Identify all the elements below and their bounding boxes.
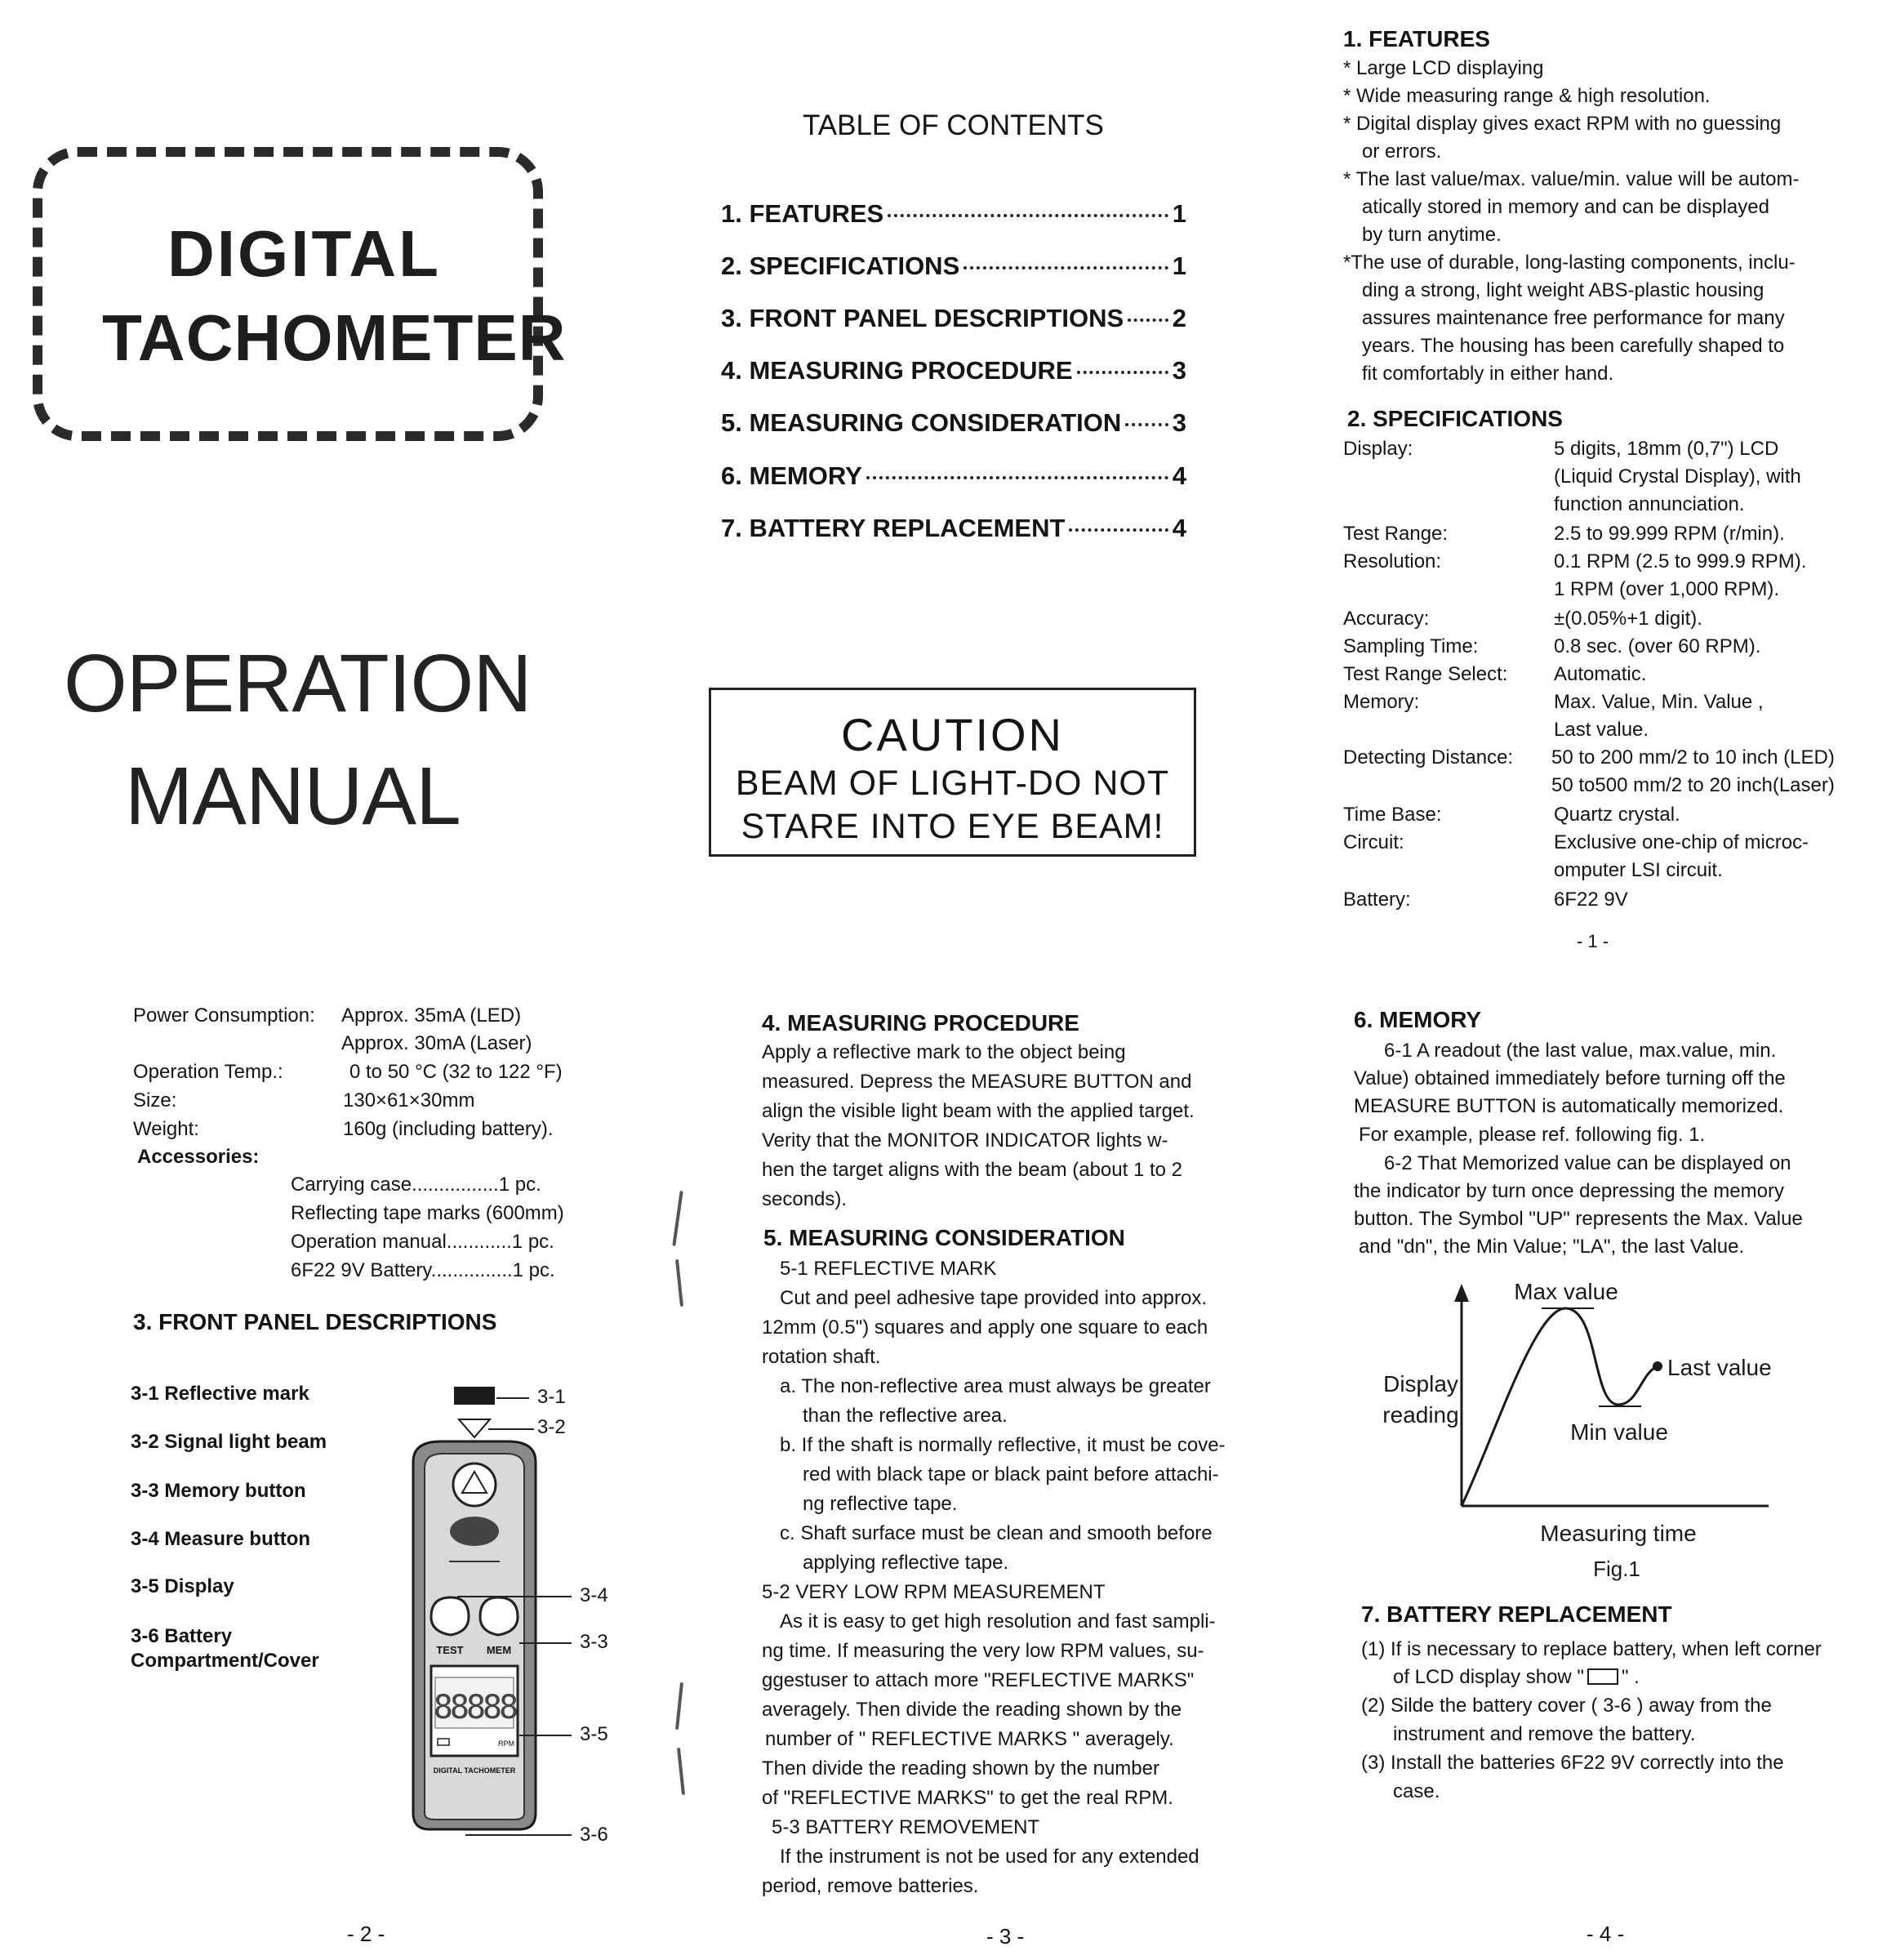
spec-label: Circuit: <box>1343 831 1404 853</box>
spec-label: Power Consumption: <box>133 1004 315 1027</box>
device-brand: DIGITAL TACHOMETER <box>433 1766 516 1775</box>
accessories-heading: Accessories: <box>137 1146 260 1168</box>
cover-subtitle-line2: MANUAL <box>125 751 461 842</box>
spec-value: 1 RPM (over 1,000 RPM). <box>1554 578 1780 600</box>
staple-mark <box>675 1259 683 1307</box>
paragraph-fragment: " . <box>1621 1666 1640 1688</box>
features-heading: 1. FEATURES <box>1343 26 1490 51</box>
mem-button <box>480 1597 518 1635</box>
spec-value: 5 digits, 18mm (0,7") LCD <box>1554 438 1779 460</box>
y-axis-arrow-icon <box>1454 1284 1469 1302</box>
indicator-lens <box>450 1517 499 1546</box>
spec-value: ±(0.05%+1 digit). <box>1554 608 1702 630</box>
spec-label: Resolution: <box>1343 550 1442 572</box>
paragraph-line: MEASURE BUTTON is automatically memorized. <box>1354 1095 1784 1117</box>
toc-item-label: 2. SPECIFICATIONS <box>721 252 960 280</box>
paragraph-line <box>1393 1666 1640 1689</box>
callout-line <box>457 1596 572 1597</box>
accessory-item: Operation manual............1 pc. <box>291 1231 554 1253</box>
last-value-dot <box>1653 1361 1662 1371</box>
features-line: atically stored in memory and can be displayed <box>1362 196 1769 218</box>
title-frame <box>33 147 543 441</box>
callout-3-4: 3-4 <box>580 1584 608 1606</box>
spec-value: Approx. 35mA (LED) <box>341 1004 522 1027</box>
callout-line <box>465 1834 572 1836</box>
features-line: * Digital display gives exact RPM with no guessing <box>1343 113 1782 135</box>
spec-value: 130×61×30mm <box>343 1089 475 1111</box>
toc-item-label: 4. MEASURING PROCEDURE <box>721 356 1073 385</box>
spec-value: 160g (including battery). <box>343 1118 554 1140</box>
toc-leader <box>963 266 1168 270</box>
toc-leader <box>1077 371 1168 374</box>
device-face <box>425 1454 524 1820</box>
page-number: - 1 - <box>1577 931 1609 951</box>
paragraph-line: (3) Install the batteries 6F22 9V correctly into the <box>1361 1752 1784 1774</box>
paragraph-line: instrument and remove the battery. <box>1393 1723 1696 1745</box>
paragraph-line: 5-1 REFLECTIVE MARK <box>780 1258 997 1280</box>
page-number: - 4 - <box>1587 1922 1625 1946</box>
spec-label: Sampling Time: <box>1343 635 1479 657</box>
toc-leader <box>866 476 1168 479</box>
last-value-label: Last value <box>1667 1355 1772 1380</box>
paragraph-line: period, remove batteries. <box>762 1875 979 1897</box>
paragraph-line: ggestuser to attach more "REFLECTIVE MARKS" <box>762 1669 1195 1691</box>
paragraph-line: b. If the shaft is normally reflective, it must be cove- <box>780 1434 1226 1456</box>
test-button-label: TEST <box>436 1644 464 1656</box>
panel-label: 3-5 Display <box>131 1575 234 1597</box>
paragraph-line: If the instrument is not be used for any extended <box>780 1846 1199 1868</box>
accessory-item: Reflecting tape marks (600mm) <box>291 1202 564 1224</box>
toc-heading: TABLE OF CONTENTS <box>803 109 1104 141</box>
page-number: - 2 - <box>347 1922 385 1946</box>
features-line: * Wide measuring range & high resolution. <box>1343 85 1711 107</box>
features-line: * The last value/max. value/min. value will be autom- <box>1343 168 1800 190</box>
features-line: or errors. <box>1362 140 1442 163</box>
spec-value: Automatic. <box>1554 663 1647 685</box>
toc-item-page: 2 <box>1172 304 1186 332</box>
sensor-window <box>453 1463 496 1506</box>
features-line: fit comfortably in either hand. <box>1362 363 1614 385</box>
paragraph-line: 6-2 That Memorized value can be displayed on <box>1384 1152 1791 1174</box>
paragraph-line: c. Shaft surface must be clean and smooth before <box>780 1522 1213 1544</box>
cover-subtitle-line1: OPERATION <box>64 638 532 729</box>
spec-value: 0.1 RPM (2.5 to 999.9 RPM). <box>1554 550 1807 572</box>
reflective-mark <box>454 1387 495 1405</box>
paragraph-line: a. The non-reflective area must always be greater <box>780 1375 1211 1397</box>
spec-label: Accuracy: <box>1343 608 1430 630</box>
spec-value: Max. Value, Min. Value , <box>1554 691 1764 713</box>
paragraph-line: For example, please ref. following fig. 1. <box>1359 1124 1706 1146</box>
test-button <box>431 1597 469 1635</box>
staple-mark <box>675 1682 683 1730</box>
accessory-item: 6F22 9V Battery...............1 pc. <box>291 1259 555 1281</box>
specs-heading: 2. SPECIFICATIONS <box>1347 406 1563 431</box>
callout-3-3: 3-3 <box>580 1631 608 1653</box>
features-line: assures maintenance free performance for many <box>1362 307 1785 329</box>
paragraph-line: 5-3 BATTERY REMOVEMENT <box>772 1816 1040 1838</box>
paragraph-line: than the reflective area. <box>803 1405 1008 1427</box>
spec-value: Last value. <box>1554 719 1649 741</box>
light-beam-icon <box>459 1419 490 1437</box>
toc-item <box>721 199 1186 230</box>
toc-item-page: 4 <box>1172 514 1186 542</box>
paragraph-line: red with black tape or black paint before attachi- <box>803 1463 1219 1486</box>
features-line: by turn anytime. <box>1362 224 1502 246</box>
toc-item-page: 4 <box>1172 461 1186 490</box>
paragraph-fragment: of LCD display show " <box>1393 1666 1584 1688</box>
features-line: *The use of durable, long-lasting components, inclu- <box>1343 252 1796 274</box>
paragraph-line: applying reflective tape. <box>803 1552 1009 1574</box>
panel-label: 3-3 Memory button <box>131 1480 306 1502</box>
paragraph-line: of "REFLECTIVE MARKS" to get the real RPM. <box>762 1787 1173 1809</box>
spec-value: 6F22 9V <box>1554 889 1628 911</box>
mem-button-label: MEM <box>486 1644 512 1656</box>
callout-3-1: 3-1 <box>537 1386 566 1408</box>
paragraph-line: number of " REFLECTIVE MARKS " averagely. <box>765 1728 1174 1750</box>
lcd-unit: RPM <box>498 1740 514 1748</box>
cover-title-line2: TACHOMETER <box>102 301 567 374</box>
figure-caption: Fig.1 <box>1593 1557 1640 1581</box>
accessory-item: Carrying case................1 pc. <box>291 1174 541 1196</box>
spec-value: Quartz crystal. <box>1554 804 1680 826</box>
spec-label: Operation Temp.: <box>133 1061 283 1083</box>
paragraph-line: Value) obtained immediately before turning off the <box>1354 1067 1786 1089</box>
panel-label: Compartment/Cover <box>131 1650 319 1672</box>
toc-item-page: 3 <box>1172 408 1186 437</box>
paragraph-line: (1) If is necessary to replace battery, when left corner <box>1361 1638 1822 1660</box>
caution-box <box>709 688 1196 857</box>
spec-label: Test Range Select: <box>1343 663 1508 685</box>
paragraph-line: align the visible light beam with the applied target. <box>762 1100 1195 1122</box>
section6-heading: 6. MEMORY <box>1354 1007 1482 1032</box>
battery-icon <box>1587 1668 1618 1685</box>
spec-value: 0.8 sec. (over 60 RPM). <box>1554 635 1761 657</box>
paragraph-line: the indicator by turn once depressing the memory <box>1354 1180 1784 1202</box>
paragraph-line: 5-2 VERY LOW RPM MEASUREMENT <box>762 1581 1106 1603</box>
toc-item-label: 7. BATTERY REPLACEMENT <box>721 514 1066 542</box>
callout-3-6: 3-6 <box>580 1824 608 1846</box>
memory-figure <box>1347 1274 1805 1584</box>
panel-label: 3-4 Measure button <box>131 1528 311 1550</box>
paragraph-line: ng time. If measuring the very low RPM values, su- <box>762 1640 1204 1662</box>
staple-mark <box>677 1748 685 1795</box>
spec-value: (Liquid Crystal Display), with <box>1554 466 1801 488</box>
spec-label: Battery: <box>1343 889 1411 911</box>
toc-item-label: 6. MEMORY <box>721 461 862 490</box>
toc-leader <box>888 214 1168 217</box>
cover-title-line1: DIGITAL <box>167 217 442 290</box>
spec-value: 50 to 200 mm/2 to 10 inch (LED) <box>1551 746 1835 768</box>
callout-line <box>496 1397 529 1399</box>
y-label-line1: Display <box>1383 1371 1458 1396</box>
max-value-label: Max value <box>1514 1279 1618 1304</box>
paragraph-line: measured. Depress the MEASURE BUTTON and <box>762 1071 1192 1093</box>
features-line: * Large LCD displaying <box>1343 57 1544 79</box>
caution-title: CAUTION <box>841 709 1064 760</box>
callout-line <box>488 1428 534 1430</box>
toc-item <box>721 408 1186 439</box>
callout-line <box>519 1642 572 1644</box>
spec-value: Approx. 30mA (Laser) <box>341 1032 532 1054</box>
spec-label: Test Range: <box>1343 523 1449 545</box>
paragraph-line: 12mm (0.5") squares and apply one square to each <box>762 1316 1208 1339</box>
spec-label: Weight: <box>133 1118 199 1140</box>
toc-item <box>721 304 1186 335</box>
section5-heading: 5. MEASURING CONSIDERATION <box>763 1225 1125 1250</box>
page-number: - 3 - <box>986 1924 1025 1949</box>
toc-item <box>721 252 1186 283</box>
spec-value: omputer LSI circuit. <box>1554 859 1723 881</box>
paragraph-line: case. <box>1393 1780 1440 1802</box>
paragraph-line: ng reflective tape. <box>803 1493 958 1515</box>
spec-label: Display: <box>1343 438 1413 460</box>
paragraph-line: Apply a reflective mark to the object being <box>762 1041 1126 1063</box>
spec-value: 0 to 50 °C (32 to 122 °F) <box>349 1061 563 1083</box>
toc-item-label: 1. FEATURES <box>721 199 884 228</box>
paragraph-line: Cut and peel adhesive tape provided into approx. <box>780 1287 1208 1309</box>
paragraph-line: Then divide the reading shown by the number <box>762 1757 1159 1780</box>
caution-line2: BEAM OF LIGHT-DO NOT <box>735 764 1170 803</box>
spec-value: 2.5 to 99.999 RPM (r/min). <box>1554 523 1785 545</box>
section7-heading: 7. BATTERY REPLACEMENT <box>1361 1601 1672 1627</box>
paragraph-line: and "dn", the Min Value; "LA", the last Value. <box>1359 1236 1745 1258</box>
toc-item-label: 3. FRONT PANEL DESCRIPTIONS <box>721 304 1124 332</box>
toc-leader <box>1125 423 1168 426</box>
callout-line <box>519 1735 572 1736</box>
toc-leader <box>1069 528 1168 532</box>
toc-item <box>721 356 1186 387</box>
features-line: ding a strong, light weight ABS-plastic housing <box>1362 279 1765 301</box>
section4-heading: 4. MEASURING PROCEDURE <box>762 1010 1079 1036</box>
paragraph-line: seconds). <box>762 1188 848 1210</box>
spec-label: Memory: <box>1343 691 1420 713</box>
spec-value: Exclusive one-chip of microc- <box>1554 831 1809 853</box>
panel-label: 3-6 Battery <box>131 1625 233 1647</box>
min-value-label: Min value <box>1570 1419 1668 1445</box>
spec-label: Time Base: <box>1343 804 1442 826</box>
paragraph-line: averagely. Then divide the reading shown by the <box>762 1699 1182 1721</box>
paragraph-line: Verity that the MONITOR INDICATOR lights w- <box>762 1129 1168 1152</box>
paragraph-line: As it is easy to get high resolution and fast sampli- <box>780 1610 1216 1633</box>
staple-mark <box>672 1191 683 1246</box>
lcd-digits: 88888 <box>433 1689 516 1726</box>
paragraph-line: hen the target aligns with the beam (about 1 to 2 <box>762 1159 1183 1181</box>
toc-item-page: 1 <box>1172 252 1186 280</box>
toc-item-label: 5. MEASURING CONSIDERATION <box>721 408 1122 437</box>
panel-label: 3-1 Reflective mark <box>131 1383 309 1405</box>
paragraph-line: 6-1 A readout (the last value, max.value, min. <box>1384 1040 1777 1062</box>
spec-label: Size: <box>133 1089 177 1111</box>
callout-3-2: 3-2 <box>537 1416 566 1438</box>
paragraph-line: button. The Symbol "UP" represents the Max. Value <box>1354 1208 1803 1230</box>
spec-value: function annunciation. <box>1554 493 1745 515</box>
toc-item <box>721 514 1186 545</box>
paragraph-line: (2) Silde the battery cover ( 3-6 ) away from the <box>1361 1695 1772 1717</box>
toc-leader <box>1128 318 1168 322</box>
tachometer-diagram <box>384 1372 621 1846</box>
paragraph-line: rotation shaft. <box>762 1346 881 1368</box>
y-label-line2: reading <box>1382 1402 1459 1428</box>
front-panel-heading: 3. FRONT PANEL DESCRIPTIONS <box>133 1309 497 1334</box>
panel-label: 3-2 Signal light beam <box>131 1431 327 1453</box>
toc-item-page: 1 <box>1172 199 1186 228</box>
spec-label: Detecting Distance: <box>1343 746 1514 768</box>
caution-line3: STARE INTO EYE BEAM! <box>741 807 1164 846</box>
x-axis-label: Measuring time <box>1540 1521 1697 1546</box>
callout-3-5: 3-5 <box>580 1723 608 1745</box>
toc-item-page: 3 <box>1172 356 1186 385</box>
features-line: years. The housing has been carefully shaped to <box>1362 335 1785 357</box>
toc-item <box>721 461 1186 492</box>
spec-value: 50 to500 mm/2 to 20 inch(Laser) <box>1551 774 1835 796</box>
